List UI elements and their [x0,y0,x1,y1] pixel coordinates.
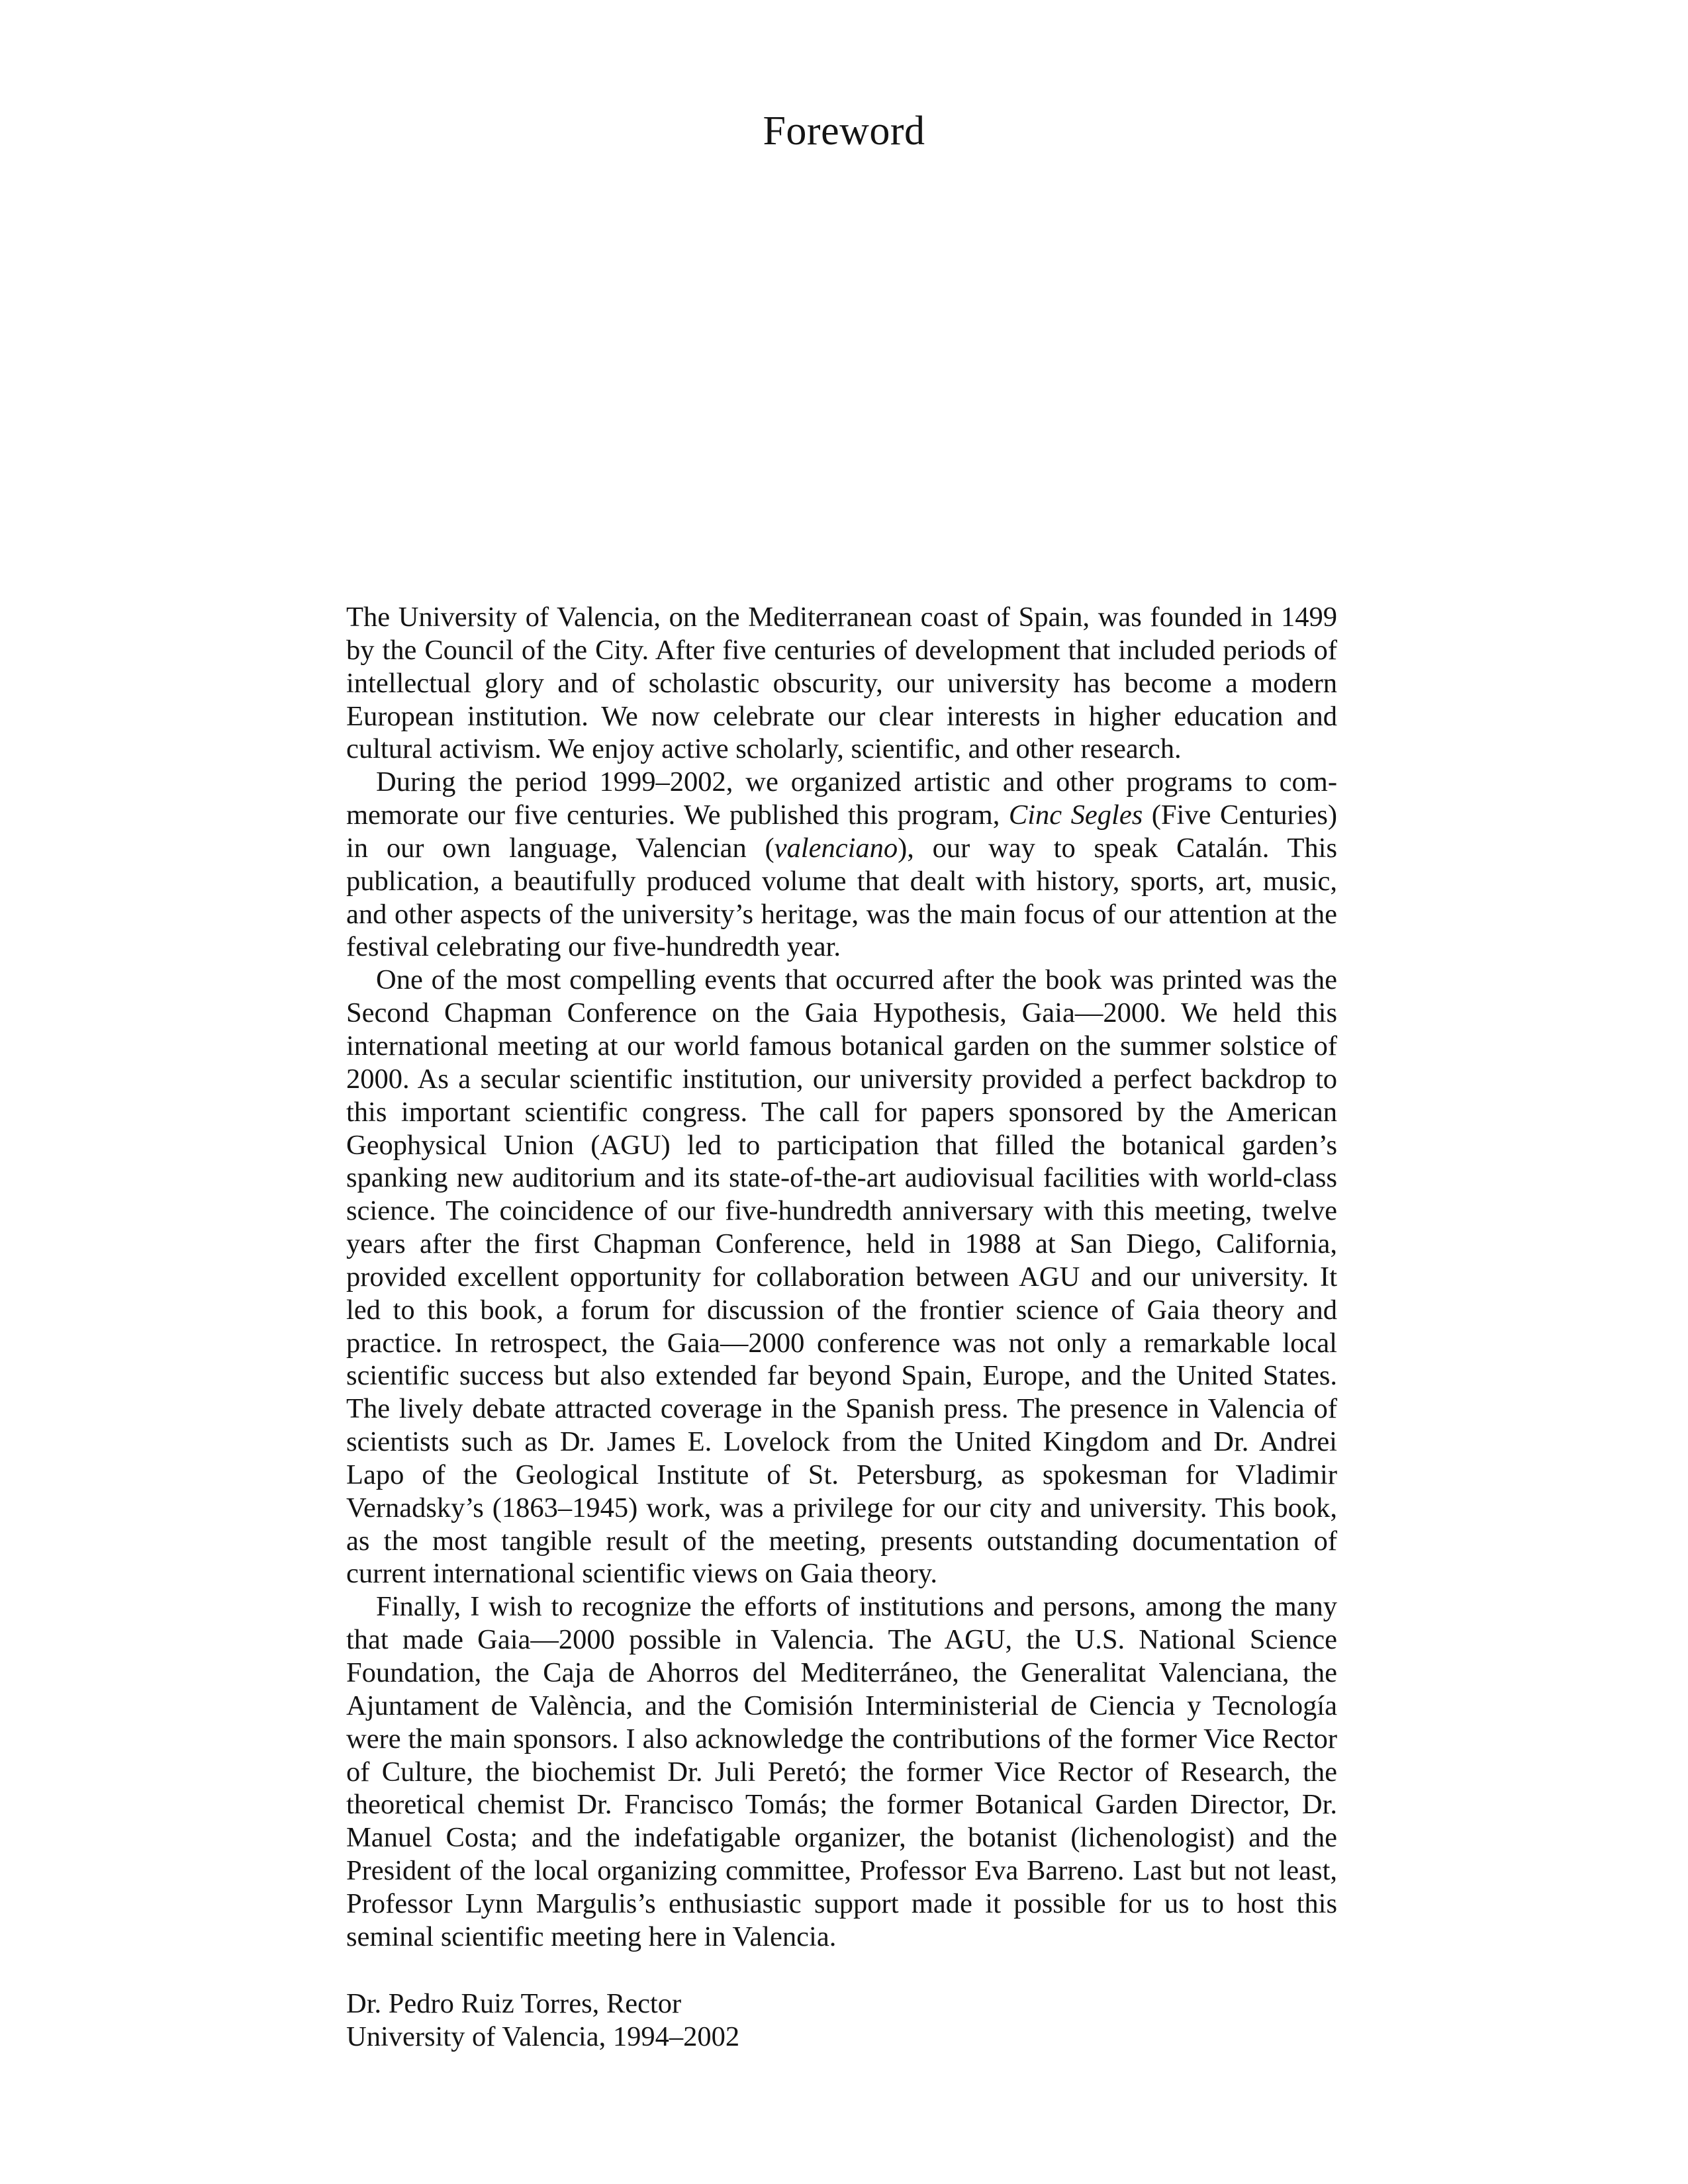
page-title: Foreword [763,109,925,154]
paragraph-text: ), our way to speak Catalán. This publication, a beautifully produced volume that dealt with history, sports, art, music, and other aspects of the university’s heritage, was the main focus of our attention at the festival celebrating our five-hundredth year. [346,832,1337,963]
signature-affiliation: University of Valencia, 1994–2002 [346,2021,740,2052]
signature-block [346,1987,1337,2054]
signature-name: Dr. Pedro Ruiz Torres, Rector [346,1988,682,2019]
paragraph-university-history: The University of Valencia, on the Mediterranean coast of Spain, was founded in 1499 by the Council of the City. After five centuries of development that included periods of intellectual glory and of scholastic obscurity, our university has become a modern European institution. We now celebrate our clear interests in higher education and cultural activism. We enjoy active scholarly, scientific, and other research. [346,602,1337,765]
paragraph-text: (Five Centuries) in our own language, Valencian ( [346,799,1338,864]
paragraph-acknowledgements: Finally, I wish to recognize the efforts of institutions and persons, among the many that made Gaia—2000 possible in Valencia. The AGU, the U.S. National Science Foundation, the Caja de Ahorros del Mediterráneo, the Generalitat Valenciana, the Ajuntament de València, and the Comisión Interministerial de Ciencia y Tecnología were the main sponsors. I also acknowledge the contributions of the former Vice Rector of Culture, the biochemist Dr. Juli Peretó; the former Vice Rector of Research, the theoretical chemist Dr. Francisco Tomás; the former Botanical Garden Director, Dr. Manuel Costa; and the indefatigable organizer, the botanist (lichenologist) and the President of the local organizing committee, Professor Eva Barreno. Last but not least, Professor Lynn Margulis’s enthusiastic support made it possible for us to host this seminal scientific meeting here in Valencia. [346,1591,1337,1952]
book-title-italic: Cinc Segles [1008,799,1143,831]
paragraph-five-centuries [346,766,1337,964]
paragraph-text: During the period 1999–2002, we organized artistic and other programs to commemorate our five centuries. We published this program, [346,766,1337,831]
foreword-body [346,601,1337,1954]
paragraph-chapman-conference: One of the most compelling events that occurred after the book was printed was the Second Chapman Conference on the Gaia Hypothesis, Gaia—2000. We held this international meeting at our world famous botanical garden on the summer solstice of 2000. As a secular scientific institution, our university provided a perfect backdrop to this important scientific congress. The call for papers sponsored by the American Geophysical Union (AGU) led to participation that filled the botanical garden’s spanking new auditorium and its state-of-the-art audiovisual facilities with world-class science. The coincidence of our five-hundredth anniversary with this meeting, twelve years after the first Chapman Conference, held in 1988 at San Diego, California, provided excellent opportunity for collaboration between AGU and our university. It led to this book, a forum for discussion of the frontier science of Gaia theory and practice. In retrospect, the Gaia—2000 conference was not only a remarkable local scientific success but also extended far beyond Spain, Europe, and the United States. The lively debate attracted coverage in the Spanish press. The presence in Valencia of scientists such as Dr. James E. Lovelock from the United Kingdom and Dr. Andrei Lapo of the Geological Institute of St. Petersburg, as spokesman for Vladimir Vernadsky’s (1863–1945) work, was a privilege for our city and university. This book, as the most tangible result of the meeting, presents outstanding documentation of current international scientific views on Gaia theory. [346,964,1337,1590]
language-term-italic: valenciano [774,832,898,864]
